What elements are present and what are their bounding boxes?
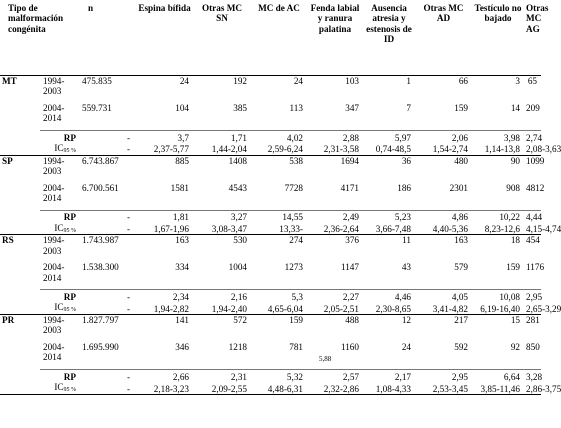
rp-cell: 3,98 [472, 131, 524, 144]
table-row-rp [0, 290, 541, 303]
count-cell: 885 [175, 155, 189, 166]
ic-label [40, 302, 80, 314]
ic-cell: 2,31-3,58 [307, 143, 363, 155]
ic-label-sub: 95 % [63, 148, 76, 154]
header-ausencia-atresia: Ausencia atresia y estenosis de ID [363, 0, 415, 76]
ic-cell: 8,23-12,6 [472, 223, 524, 235]
rp-cell: 2,88 [307, 131, 363, 144]
ic-cell: 4,65-6,04 [251, 302, 307, 314]
rp-cell: 14,55 [251, 210, 307, 223]
count-cell: 159 [289, 315, 303, 326]
count-cell: 11 [402, 235, 411, 246]
count-cell: 1176 [526, 262, 545, 273]
count-cell: 192 [233, 76, 247, 86]
count-cell: 376 [345, 235, 359, 246]
rp-cell: 4,86 [415, 210, 472, 223]
count-cell: 7728 [284, 182, 303, 193]
state-label: MT [2, 76, 17, 86]
table-row [0, 76, 541, 104]
ic-cell: 1,54-2,74 [415, 143, 472, 155]
count-cell: 104 [175, 103, 189, 113]
count-cell: 141 [175, 315, 189, 326]
ic-cell: 4,48-6,31 [251, 382, 307, 394]
count-cell: 163 [175, 235, 189, 246]
count-cell: 163 [454, 235, 468, 246]
ic-cell: 3,85-11,46 [472, 382, 524, 394]
rp-cell: 2,49 [307, 210, 363, 223]
rp-cell: 1,81 [136, 210, 193, 223]
period-label: 1994- 2003 [43, 235, 65, 256]
state-label: PR [2, 315, 15, 326]
count-cell: 385 [233, 103, 247, 113]
header-fenda-labial: Fenda labial y ranura palatina [307, 0, 363, 76]
table-row-rp [0, 210, 541, 223]
table-body [0, 76, 561, 395]
count-cell: 113 [289, 103, 303, 113]
table-row [0, 155, 541, 183]
count-cell: 1218 [228, 342, 247, 353]
ic-cell: 2,18-3,23 [136, 382, 193, 394]
count-cell: 24 [293, 76, 303, 86]
rp-cell: 2,74 [524, 131, 541, 144]
n-value: 1.743.987 [82, 235, 119, 246]
count-cell: 186 [397, 182, 411, 193]
ic-cell: 13,33- [251, 223, 307, 235]
period-label: 2004- 2014 [43, 262, 65, 283]
count-cell: 908 [506, 182, 520, 193]
count-cell: 454 [526, 235, 540, 246]
count-cell: 850 [526, 342, 540, 353]
dash-cell: - [80, 290, 136, 303]
count-cell: 346 [175, 342, 189, 353]
rp-cell: 2,06 [415, 131, 472, 144]
state-label [0, 103, 40, 131]
state-label [0, 183, 40, 211]
dash-cell: - [80, 210, 136, 223]
table-row [0, 103, 541, 131]
ic-label-main: IC [54, 302, 64, 313]
count-cell: 4812 [526, 182, 545, 193]
header-otras-mc-ad: Otras MC AD [415, 0, 472, 76]
ic-cell: 4,40-5,36 [415, 223, 472, 235]
dash-cell: - [80, 302, 136, 314]
n-value: 1.538.300 [82, 262, 119, 273]
state-label [0, 342, 40, 370]
ic-cell: 1,67-1,96 [136, 223, 193, 235]
count-cell: 480 [454, 155, 468, 166]
table-row [0, 342, 541, 370]
rp-cell: 2,31 [193, 370, 251, 383]
header-testiculo: Testículo no bajado [472, 0, 524, 76]
count-cell: 103 [345, 76, 359, 86]
count-cell: 12 [401, 315, 411, 326]
count-cell: 488 [345, 315, 359, 326]
count-cell: 66 [458, 76, 468, 86]
count-cell: 1147 [340, 262, 359, 273]
count-cell: 4543 [228, 182, 247, 193]
rp-cell: 6,64 [472, 370, 524, 383]
period-label: 1994- 2003 [43, 155, 65, 177]
rp-cell: 5,23 [363, 210, 415, 223]
blank-cell [0, 131, 40, 144]
ic-label-main: IC [54, 143, 64, 153]
blank-cell [0, 370, 40, 383]
stray-overlap-text: 5,88 [319, 355, 332, 363]
count-cell: 347 [345, 103, 359, 113]
ic-cell: 2,59-6,24 [251, 143, 307, 155]
rp-label: RP [40, 370, 80, 383]
ic-cell: 1,14-13,8 [472, 143, 524, 155]
ic-label-main: IC [54, 222, 64, 233]
dash-cell: - [80, 143, 136, 155]
ic-label-sub: 95 % [63, 227, 76, 234]
period-label: 2004- 2014 [43, 342, 65, 363]
count-cell: 36 [401, 155, 411, 166]
ic-cell: 6,19-16,40 [472, 302, 524, 314]
ic-label-sub: 95 % [63, 307, 76, 314]
ic-cell: 2,53-3,45 [415, 382, 472, 394]
ic-cell: 2,09-2,55 [193, 382, 251, 394]
count-cell: 281 [526, 315, 540, 326]
ic-cell: 2,86-3,75 [526, 383, 561, 394]
rp-cell: 2,66 [136, 370, 193, 383]
ic-cell: 3,08-3,47 [193, 223, 251, 235]
ic-cell: 2,65-3,29 [526, 303, 561, 314]
blank-cell [0, 382, 40, 394]
count-cell: 1004 [228, 262, 247, 273]
period-label: 2004- 2014 [43, 103, 65, 124]
count-cell: 159 [506, 262, 520, 273]
count-cell: 43 [401, 262, 411, 273]
dash-cell: - [80, 131, 136, 144]
ic-cell: 1,08-4,33 [363, 382, 415, 394]
rp-cell: 4,44 [524, 210, 541, 223]
rp-cell: 5,32 [251, 370, 307, 383]
n-value: 559.731 [82, 103, 112, 113]
table-row [0, 262, 541, 290]
state-label [0, 262, 40, 290]
count-cell: 781 [289, 342, 303, 353]
ic-cell: 3,41-4,82 [415, 302, 472, 314]
rp-cell: 4,46 [363, 290, 415, 303]
ic-cell: 2,05-2,51 [307, 302, 363, 314]
count-cell: 24 [179, 76, 189, 86]
rp-cell: 2,95 [524, 290, 541, 303]
ic-cell: 3,66-7,48 [363, 223, 415, 235]
rp-cell: 5,3 [251, 290, 307, 303]
rp-cell: 3,28 [524, 370, 541, 383]
ic-cell: 1,44-2,04 [193, 143, 251, 155]
ic-label-main: IC [54, 382, 64, 393]
ic-cell: 2,08-3,63 [526, 144, 561, 155]
count-cell: 274 [289, 235, 303, 246]
count-cell: 538 [289, 155, 303, 166]
count-cell: 14 [510, 103, 520, 113]
ic-cell: 2,37-5,77 [136, 143, 193, 155]
state-label: RS [2, 235, 14, 246]
count-cell: 15 [510, 315, 520, 326]
period-label: 2004- 2014 [43, 182, 65, 204]
header-otras-mc-ag: Otras MC AG [524, 0, 541, 76]
count-cell: 1273 [284, 262, 303, 273]
ic-label [40, 143, 80, 155]
blank-cell [0, 210, 40, 223]
rp-cell: 2,34 [136, 290, 193, 303]
rp-cell: 1,71 [193, 131, 251, 144]
n-value: 475.835 [82, 76, 112, 86]
ic-cell: 2,30-8,65 [363, 302, 415, 314]
ic-label [40, 382, 80, 394]
n-value: 1.695.990 [82, 342, 119, 353]
table-row-rp [0, 131, 541, 144]
header-tipo: Tipo de malformación congénita [0, 0, 80, 76]
table-row-ic [0, 223, 541, 235]
blank-cell [0, 223, 40, 235]
count-cell: 159 [454, 103, 468, 113]
rp-cell: 5,97 [363, 131, 415, 144]
ic-cell: 1,94-2,82 [136, 302, 193, 314]
dash-cell: - [80, 370, 136, 383]
rp-cell: 10,08 [472, 290, 524, 303]
count-cell: 217 [454, 315, 468, 326]
rp-cell: 4,05 [415, 290, 472, 303]
count-cell: 579 [454, 262, 468, 273]
count-cell: 1694 [340, 155, 359, 166]
state-label: SP [2, 155, 13, 166]
header-n: n [80, 0, 136, 76]
dash-cell: - [80, 223, 136, 235]
n-value: 1.827.797 [82, 315, 119, 326]
rp-cell: 2,95 [415, 370, 472, 383]
table-row [0, 183, 541, 211]
count-cell: 1581 [170, 182, 189, 193]
count-cell: 334 [175, 262, 189, 273]
count-cell: 7 [406, 103, 411, 113]
ic-cell: 2,36-2,64 [307, 223, 363, 235]
count-cell: 209 [526, 103, 540, 113]
rp-cell: 2,57 [307, 370, 363, 383]
count-cell: 1408 [228, 155, 247, 166]
rp-cell: 2,17 [363, 370, 415, 383]
rp-label: RP [40, 210, 80, 223]
table-row-ic [0, 302, 541, 314]
header-espina-bifida: Espina bífida [136, 0, 193, 76]
ic-label [40, 223, 80, 235]
blank-cell [0, 290, 40, 303]
rp-cell: 3,27 [193, 210, 251, 223]
period-label: 1994- 2003 [43, 76, 65, 97]
count-cell: 90 [510, 155, 520, 166]
ic-label-sub: 95 % [63, 387, 76, 394]
count-cell: 1099 [526, 155, 545, 166]
count-cell: 530 [233, 235, 247, 246]
header-row [0, 0, 541, 76]
period-label: 1994- 2003 [43, 315, 65, 336]
count-cell: 592 [454, 342, 468, 353]
rp-cell: 3,7 [136, 131, 193, 144]
table-row-rp [0, 370, 541, 383]
blank-cell [0, 302, 40, 314]
count-cell: 18 [510, 235, 520, 246]
dash-cell: - [80, 382, 136, 394]
count-cell: 4171 [340, 182, 359, 193]
header-mc-de-ac: MC de AC [251, 0, 307, 76]
count-cell: 24 [401, 342, 411, 353]
blank-cell [0, 143, 40, 155]
rp-label: RP [40, 290, 80, 303]
count-cell: 2301 [449, 182, 468, 193]
ic-cell: 4,15-4,74 [526, 224, 561, 235]
count-cell: 92 [510, 342, 520, 353]
table-row-ic [0, 143, 541, 155]
header-otras-mc-sn: Otras MC SN [193, 0, 251, 76]
table-row [0, 235, 541, 263]
count-cell: 1 [406, 76, 411, 86]
n-value: 6.743.867 [82, 155, 119, 166]
count-cell: 65 [527, 76, 537, 86]
rp-cell: 10,22 [472, 210, 524, 223]
table-row [0, 315, 541, 343]
table-row-ic [0, 382, 541, 394]
rp-cell: 2,27 [307, 290, 363, 303]
count-cell: 572 [233, 315, 247, 326]
rp-cell: 4,02 [251, 131, 307, 144]
ic-cell: 2,32-2,86 [307, 382, 363, 394]
count-cell: 1160 [340, 342, 359, 353]
ic-cell: 0,74-48,5 [363, 143, 415, 155]
count-cell: 3 [515, 76, 520, 86]
rp-cell: 2,16 [193, 290, 251, 303]
n-value: 6.700.561 [82, 182, 119, 193]
ic-cell: 1,94-2,40 [193, 302, 251, 314]
rp-label: RP [40, 131, 80, 144]
